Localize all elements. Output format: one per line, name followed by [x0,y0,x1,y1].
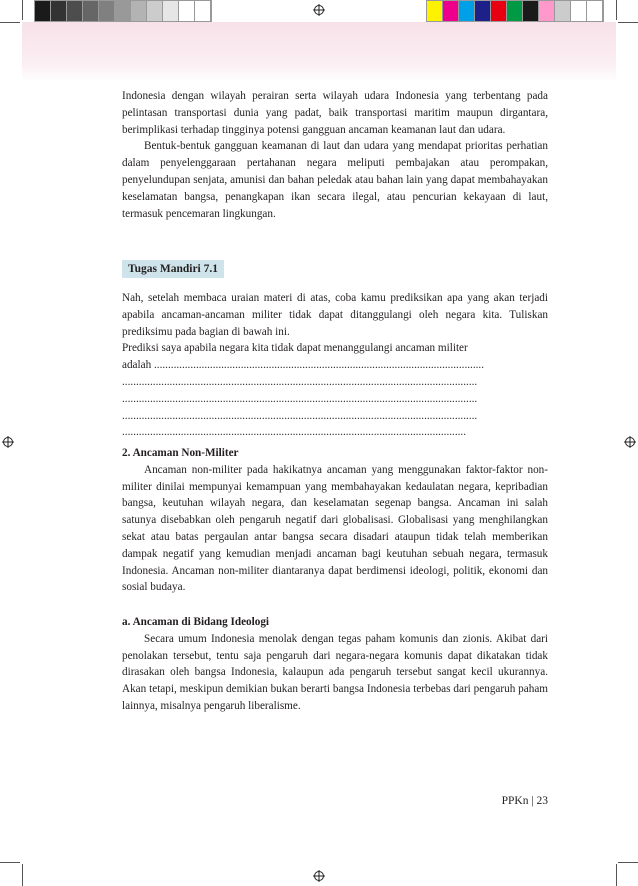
color-swatch [51,1,67,21]
process-color-bar [426,0,604,22]
color-swatch [491,1,507,21]
crop-mark [22,864,23,886]
task-label: Tugas Mandiri 7.1 [122,260,224,278]
crop-mark [616,0,617,20]
crop-mark [0,22,20,23]
paragraph: Bentuk-bentuk gangguan keamanan di laut dan udara yang mendapat prioritas perhatian dalam penyelenggaraan pertahanan negara meliputi pembajakan atau perompakan, penyelundupan senjata, amunisi dan bahan peledak atau bahan lain yang dapat membahayakan keselamatan bangsa, penangkapan ikan secara ilegal, atau pencurian kekayaan di laut, termasuk pencemaran lingkungan. [122,140,548,220]
color-swatch [179,1,195,21]
task-instructions: Nah, setelah membaca uraian materi di atas, coba kamu prediksikan apa yang akan terjadi apabila ancaman-ancaman militer tidak dapat ditanggulangi oleh negara kita. Tuliskan prediksimu pada bagian di bawah ini. [122,292,548,338]
header-band [22,22,616,82]
color-swatch [83,1,99,21]
answer-line[interactable]: ............................................................................................................................... [122,409,478,422]
color-swatch [459,1,475,21]
color-swatch [67,1,83,21]
gray-color-bar [34,0,212,22]
paragraph: Indonesia dengan wilayah perairan serta wilayah udara Indonesia yang terbentang pada pelintasan transportasi dunia yang padat, baik transportasi maritim maupun dirgantara, berimplikasi terhadap tingginya potensi gangguan ancaman keamanan laut dan udara. [122,90,548,136]
registration-mark-icon [313,4,325,16]
color-swatch [99,1,115,21]
color-swatch [555,1,571,21]
color-swatch [427,1,443,21]
paragraph: Ancaman non-militer pada hakikatnya ancaman yang menggunakan faktor-faktor non-militer dinilai mempunyai kemampuan yang membahayakan kedaulatan negara, kepribadian bangsa, keutuhan wilayah negara, dan keselamatan segenap bangsa. Ancaman ini salah satunya disebabkan oleh pengaruh negatif dari globalisasi. Globalisasi yang menghilangkan sekat atau batas pergaulan antar bangsa secara disadari ataupun tidak telah memberikan dampak negatif yang kemudian menjadi ancaman bagi keutuhan sebuah negara, termasuk Indonesia. Ancaman non-militer diantaranya dapat berdimensi ideologi, politik, ekonomi dan sosial budaya. [122,463,548,594]
registration-mark-icon [2,436,14,448]
color-swatch [475,1,491,21]
color-swatch [147,1,163,21]
crop-mark [618,862,638,863]
color-swatch [115,1,131,21]
color-swatch [35,1,51,21]
crop-mark [0,862,20,863]
registration-mark-icon [313,870,325,882]
answer-line[interactable]: ............................................................................................................................... [122,392,478,405]
crop-mark [616,864,617,886]
color-swatch [131,1,147,21]
page-footer: PPKn | 23 [501,795,548,807]
registration-mark-icon [624,436,636,448]
task-prompt: Prediksi saya apabila negara kita tidak dapat menanggulangi ancaman militer [122,342,468,355]
color-swatch [523,1,539,21]
ideology-section [122,614,548,715]
color-swatch [571,1,587,21]
crop-mark [22,0,23,20]
color-swatch [539,1,555,21]
color-swatch [587,1,603,21]
section-heading: 2. Ancaman Non-Militer [122,447,239,459]
color-swatch [443,1,459,21]
answer-line[interactable]: ............................................................................................................................... [122,375,478,388]
section-heading: a. Ancaman di Bidang Ideologi [122,616,270,628]
answer-line[interactable]: adalah ...................................................................................................................... [122,359,485,372]
color-swatch [507,1,523,21]
task-section [122,290,548,441]
intro-section [122,88,548,222]
non-military-section [122,445,548,596]
paragraph: Secara umum Indonesia menolak dengan tegas paham komunis dan zionis. Akibat dari penolakan tersebut, tentu saja pengaruh dari negara-negara komunis dapat dikatakan tidak dirasakan oleh bangsa Indonesia, kalaupun ada pengaruh tersebut sangat kecil ukurannya. Akan tetapi, meskipun demikian bukan berarti bangsa Indonesia terbebas dari pengaruh paham lainnya, misalnya pengaruh liberalisme. [122,632,548,712]
answer-line[interactable]: ........................................................................................................................... [122,426,467,439]
color-swatch [195,1,211,21]
crop-mark [618,22,638,23]
color-swatch [163,1,179,21]
